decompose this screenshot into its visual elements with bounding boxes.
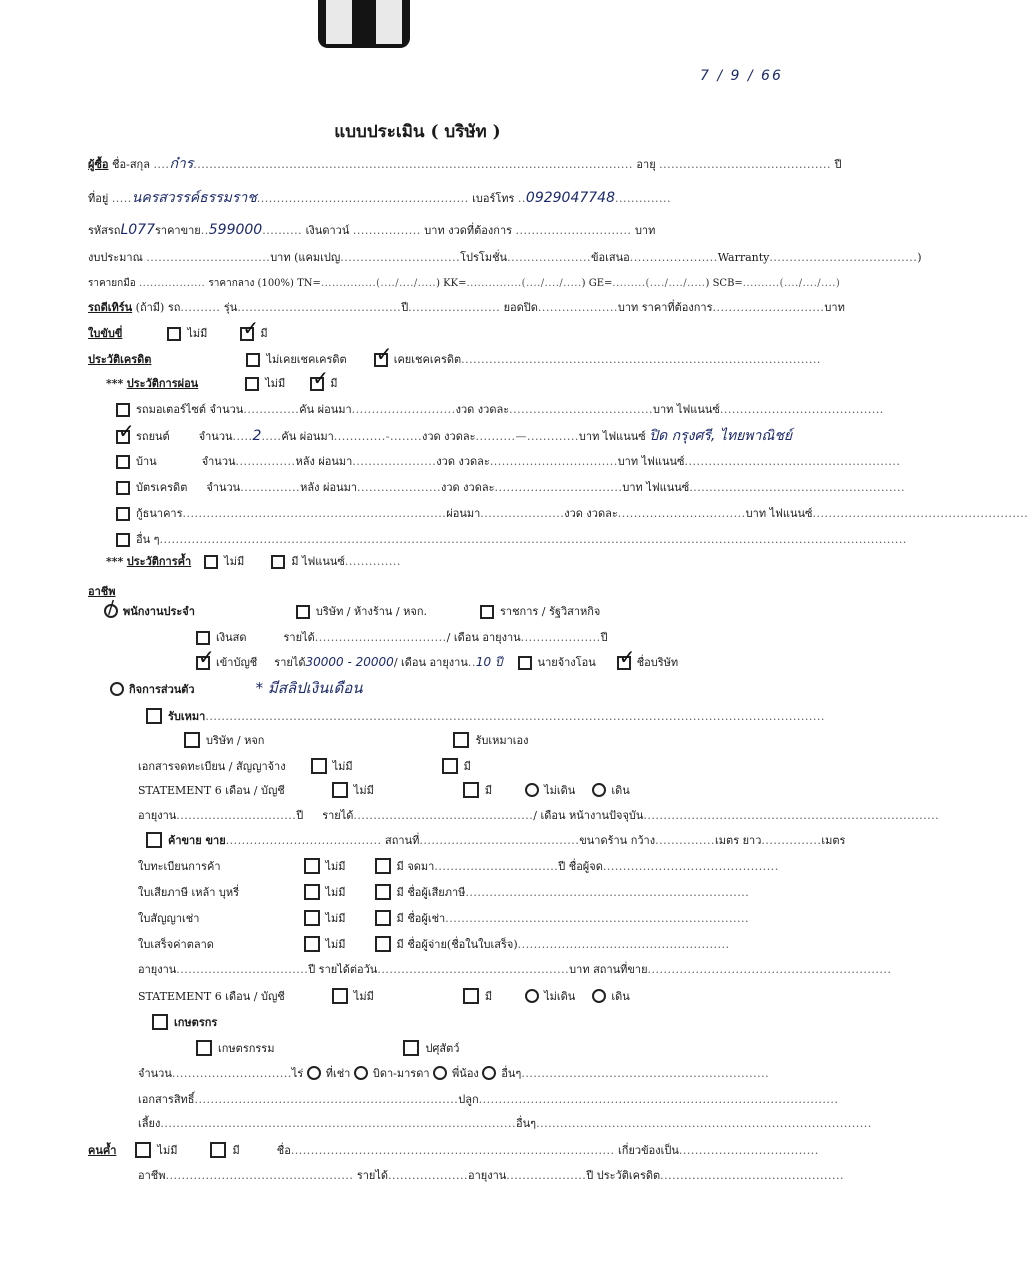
scb-label: ) SCB= bbox=[705, 278, 743, 289]
installment-yes-checkbox[interactable] bbox=[310, 377, 324, 391]
trade-statement-row bbox=[138, 988, 630, 1005]
tenure-value[interactable]: 10 ปี bbox=[475, 655, 503, 669]
credit-never-checkbox[interactable] bbox=[246, 353, 260, 367]
trade-size-label: ขนาดร้าน กว้าง bbox=[579, 834, 656, 847]
trade-receipt-yes-label: มี bbox=[396, 938, 404, 951]
loan-card-per: งวด งวดละ bbox=[440, 481, 495, 494]
employer-transfer-checkbox[interactable] bbox=[518, 656, 532, 670]
loan-other-label: อื่น ๆ bbox=[136, 533, 160, 546]
contract-docs-yes-checkbox[interactable] bbox=[442, 758, 458, 774]
guarantor-relation-label: เกี่ยวข้องเป็น bbox=[618, 1144, 679, 1157]
trade-row: ค้าขาย ขาย....................................... สถานที่........................................ขนาดร้าน กว้าง...............เมตร ยาว...............เมตร bbox=[146, 832, 845, 849]
trade-place-label: สถานที่ bbox=[385, 834, 420, 847]
farm-rent-label: ที่เช่า bbox=[325, 1067, 351, 1080]
car-row: รหัสรถL077ราคาขาย..599000.......... เงินดาวน์ ................. บาท งวดที่ต้องการ ............................. บาท bbox=[88, 222, 656, 238]
loan-car-count-label: จำนวน bbox=[198, 430, 233, 443]
farm-type-row bbox=[196, 1040, 459, 1057]
trade-lease-name-label: ชื่อผู้เช่า bbox=[407, 912, 446, 925]
trade-reg-name-label: ชื่อผู้จด bbox=[568, 860, 603, 873]
contract-docs-yes-label: มี bbox=[463, 760, 471, 773]
buyer-age-label: อายุ bbox=[636, 158, 656, 171]
loan-car-row: ✓รถยนต์ จำนวน.....2.....คัน ผ่อนมา.............-........งวด งวดละ..........—.............บาท ไฟแนนซ์ ปิด กรุงศรี, ไทยพาณิชย์ bbox=[116, 428, 792, 445]
bank-income-label: รายได้ bbox=[274, 656, 306, 669]
contract-company-label: บริษัท / หจก bbox=[206, 734, 265, 747]
trade-daily-label: ปี รายได้ต่อวัน bbox=[308, 963, 378, 976]
cash-year-label: ปี bbox=[600, 631, 608, 644]
loan-card-label: บัตรเครดิต bbox=[136, 481, 188, 494]
trade-lease-yes-checkbox[interactable] bbox=[375, 910, 391, 926]
cash-label: เงินสด bbox=[216, 631, 247, 644]
kk-label: ) KK= bbox=[436, 278, 467, 289]
budget-label: งบประมาณ bbox=[88, 251, 143, 264]
cash-income-label: รายได้ bbox=[283, 631, 315, 644]
tradein-row: รถดีเทิร์น (ถ้ามี) รถ.......... รุ่น.........................................ปี....................... ยอดปิด....................บาท ราคาที่ต้องการ............................บาท bbox=[88, 301, 845, 314]
loan-card-checkbox[interactable] bbox=[116, 481, 130, 495]
guarantor-credit-label: ปี ประวัติเครดิต bbox=[586, 1169, 661, 1182]
guarantor-history-label: ประวัติการค้ำ bbox=[126, 555, 192, 568]
trade-statement-no-checkbox[interactable] bbox=[332, 988, 348, 1004]
loan-moto-unit: คัน ผ่อนมา bbox=[299, 403, 352, 416]
contract-docs-row bbox=[138, 758, 471, 775]
farm-label: เกษตรกร bbox=[174, 1016, 218, 1029]
installment-no-checkbox[interactable] bbox=[245, 377, 259, 391]
loan-house-per: งวด งวดละ bbox=[436, 455, 490, 468]
loan-bank-per: งวด งวดละ bbox=[564, 507, 618, 520]
trade-tenure-label: อายุงาน bbox=[138, 963, 177, 976]
guarantor-history-no-label: ไม่มี bbox=[224, 555, 245, 568]
trade-receipt-row: ใบเสร็จค่าตลาด ไม่มี มี ชื่อผู้จ่าย(ชื่อในใบเสร็จ)..................................................... bbox=[138, 938, 730, 951]
bank-label: เข้าบัญชี bbox=[216, 656, 258, 669]
trade-reg-since-label: จดมา bbox=[407, 860, 435, 873]
baht-label-1: บาท bbox=[424, 224, 445, 237]
contract-statement-yes-checkbox[interactable] bbox=[463, 782, 479, 798]
trade-not-moving-label: ไม่เดิน bbox=[544, 990, 576, 1003]
installment-no-label: ไม่มี bbox=[265, 377, 286, 390]
farm-deed-row: เอกสารสิทธิ์..................................................................ปลูก.......................................................................................... bbox=[138, 1093, 839, 1106]
guarantor-job-row: อาชีพ............................................... รายได้....................อายุงาน....................ปี ประวัติเครดิต.............................................. bbox=[138, 1169, 844, 1182]
tradein-year: ปี bbox=[401, 301, 409, 314]
contract-statement-yes-label: มี bbox=[484, 784, 493, 797]
credit-checked-checkbox[interactable] bbox=[374, 353, 388, 367]
farm-siblings-label: พี่น้อง bbox=[452, 1067, 479, 1080]
trade-tax-no-checkbox[interactable] bbox=[304, 884, 320, 900]
farm-crop-checkbox[interactable] bbox=[196, 1040, 212, 1056]
offer-label: ข้อเสนอ bbox=[591, 251, 630, 264]
license-row bbox=[88, 326, 268, 342]
guarantor-history-yes-label: มี ไฟแนนซ์ bbox=[291, 555, 345, 568]
contract-type-row bbox=[184, 732, 529, 749]
farm-rai-label: ไร่ bbox=[291, 1067, 304, 1080]
trade-lease-no-label: ไม่มี bbox=[325, 912, 346, 925]
trade-checkbox[interactable] bbox=[146, 832, 162, 848]
loan-car-count-value[interactable]: 2 bbox=[252, 428, 262, 444]
tradein-model: รุ่น bbox=[223, 301, 238, 314]
farm-row bbox=[152, 1014, 217, 1031]
guarantor-history-yes-checkbox[interactable] bbox=[271, 555, 285, 569]
loan-bank-row: กู้ธนาคาร..................................................................ผ่อนมา.....................งวด งวดละ................................บาท ไฟแนนซ์...................................................... bbox=[116, 506, 1028, 522]
employee-label: พนักงานประจำ bbox=[123, 605, 195, 618]
loan-card-row: บัตรเครดิต จำนวน...............หลัง ผ่อนมา.....................งวด งวดละ................................บาท ไฟแนนซ์...................................................... bbox=[116, 480, 905, 496]
loan-house-row: บ้าน จำนวน...............หลัง ผ่อนมา.....................งวด งวดละ................................บาท ไฟแนนซ์...................................................... bbox=[116, 454, 900, 470]
trade-tax-label: ใบเสียภาษี เหล้า บุหรี่ bbox=[138, 886, 240, 899]
loan-car-unit: คัน ผ่อนมา bbox=[281, 430, 334, 443]
farm-parents-radio[interactable] bbox=[354, 1066, 368, 1080]
trade-meter-label: เมตร ยาว bbox=[715, 834, 762, 847]
farm-checkbox[interactable] bbox=[152, 1014, 168, 1030]
hand-price-label: ราคายกมือ bbox=[88, 278, 136, 289]
employer-transfer-label: นายจ้างโอน bbox=[537, 656, 596, 669]
guarantor-history-no-checkbox[interactable] bbox=[204, 555, 218, 569]
bank-income-row: ✓เข้าบัญชี รายได้30000 - 20000/ เดือน อายุงาน..10 ปี นายจ้างโอน ✓ ชื่อบริษัท bbox=[196, 654, 678, 671]
car-code-value[interactable]: L077 bbox=[120, 222, 155, 238]
guarantor-no-checkbox[interactable] bbox=[135, 1142, 151, 1158]
trade-tax-name-label: ชื่อผู้เสียภาษี bbox=[407, 886, 466, 899]
ge-label: ) GE= bbox=[581, 278, 613, 289]
cash-checkbox[interactable] bbox=[196, 631, 210, 645]
contract-tenure-label: อายุงาน bbox=[138, 809, 177, 822]
loan-bank-unit: ผ่อนมา bbox=[446, 507, 481, 520]
contract-docs-label: เอกสารจดทะเบียน / สัญญาจ้าง bbox=[138, 760, 286, 773]
guarantor-no-label: ไม่มี bbox=[157, 1144, 178, 1157]
loan-other-row: อื่น ๆ........................................................................................................................................................................................... bbox=[116, 532, 907, 548]
warranty-label: Warranty bbox=[717, 251, 770, 264]
trade-reg-no-checkbox[interactable] bbox=[304, 858, 320, 874]
phone-value[interactable]: 0929047748 bbox=[525, 190, 615, 206]
trade-tax-row: ใบเสียภาษี เหล้า บุหรี่ ไม่มี มี ชื่อผู้เสียภาษี....................................................................... bbox=[138, 886, 750, 899]
loan-bank-label: กู้ธนาคาร bbox=[136, 507, 183, 520]
farm-livestock-label: ปศุสัตว์ bbox=[425, 1042, 460, 1055]
farm-deed-label: เอกสารสิทธิ์ bbox=[138, 1093, 195, 1106]
loan-card-fin: บาท ไฟแนนซ์ bbox=[622, 481, 690, 494]
contract-statement-label: STATEMENT 6 เดือน / บัญชี bbox=[138, 784, 285, 797]
trade-receipt-name-label: ชื่อผู้จ่าย(ชื่อในใบเสร็จ) bbox=[407, 938, 518, 951]
license-no-label: ไม่มี bbox=[187, 327, 208, 340]
farm-parents-label: บิดา-มารดา bbox=[372, 1067, 430, 1080]
contract-per-month-label: / เดือน bbox=[533, 809, 566, 822]
trade-tenure-row: อายุงาน.................................ปี รายได้ต่อวัน................................................บาท สถานที่ขาย............................................................. bbox=[138, 963, 892, 976]
install-label: งวดที่ต้องการ bbox=[448, 224, 513, 237]
loan-card-unit: หลัง ผ่อนมา bbox=[300, 481, 358, 494]
guarantor-income-label: รายได้ bbox=[356, 1169, 389, 1182]
bank-per-month-label: / เดือน อายุงาน bbox=[393, 656, 468, 669]
company-checkbox[interactable] bbox=[296, 605, 310, 619]
contract-statement-no-label: ไม่มี bbox=[353, 784, 374, 797]
gov-label: ราชการ / รัฐวิสาหกิจ bbox=[499, 605, 601, 618]
contract-statement-row bbox=[138, 782, 630, 799]
company-label: บริษัท / ห้างร้าน / หจก. bbox=[315, 605, 427, 618]
address-label: ที่อยู่ bbox=[88, 192, 109, 205]
business-radio[interactable] bbox=[110, 682, 124, 696]
form-title: แบบประเมิน ( บริษัท ) bbox=[334, 122, 501, 142]
loan-moto-checkbox[interactable] bbox=[116, 403, 130, 417]
farm-other-radio[interactable] bbox=[482, 1066, 496, 1080]
tradein-label: รถดีเทิร์น bbox=[88, 301, 133, 314]
buyer-age-unit: ปี bbox=[834, 158, 842, 171]
trade-receipt-yes-checkbox[interactable] bbox=[375, 936, 391, 952]
guarantor-history-stars: *** bbox=[106, 555, 124, 568]
contract-checkbox[interactable] bbox=[146, 708, 162, 724]
contract-not-moving-label: ไม่เดิน bbox=[544, 784, 576, 797]
loan-car-fin-value[interactable]: ปิด กรุงศรี, ไทยพาณิชย์ bbox=[649, 428, 793, 444]
contract-label: รับเหมา bbox=[168, 710, 206, 723]
contract-docs-no-label: ไม่มี bbox=[332, 760, 353, 773]
trade-reg-yes-label: มี bbox=[396, 860, 404, 873]
trade-reg-label: ใบทะเบียนการค้า bbox=[138, 860, 221, 873]
contract-self-checkbox[interactable] bbox=[453, 732, 469, 748]
buyer-row: ผู้ซื้อ ชื่อ-สกุล ....ก๋าร.............................................................................................................. อายุ ........................................... ปี bbox=[88, 156, 842, 172]
car-code-label: รหัสรถ bbox=[88, 224, 121, 237]
trade-statement-yes-label: มี bbox=[484, 990, 493, 1003]
car-price-value[interactable]: 599000 bbox=[208, 222, 263, 238]
installment-stars: *** bbox=[106, 377, 124, 390]
employee-radio[interactable] bbox=[104, 604, 118, 618]
loan-car-per: งวด งวดละ bbox=[421, 430, 476, 443]
installment-history-label: ประวัติการผ่อน bbox=[126, 377, 199, 390]
business-row bbox=[110, 680, 362, 698]
contract-company-checkbox[interactable] bbox=[184, 732, 200, 748]
installment-yes-label: มี bbox=[330, 377, 338, 390]
loan-house-checkbox[interactable] bbox=[116, 455, 130, 469]
farm-raise-label: เลี้ยง bbox=[138, 1117, 161, 1130]
credit-never-label: ไม่เคยเชคเครดิต bbox=[266, 353, 347, 366]
trade-lease-yes-label: มี bbox=[396, 912, 404, 925]
mid-price-label: ราคากลาง (100%) TN= bbox=[208, 278, 321, 289]
farm-other2-label: อื่นๆ bbox=[516, 1117, 537, 1130]
loan-car-label: รถยนต์ bbox=[136, 430, 170, 443]
trade-tax-yes-checkbox[interactable] bbox=[375, 884, 391, 900]
tradein-want: บาท ราคาที่ต้องการ bbox=[617, 301, 713, 314]
phone-label: เบอร์โทร bbox=[472, 192, 515, 205]
farm-rent-radio[interactable] bbox=[307, 1066, 321, 1080]
trade-statement-yes-checkbox[interactable] bbox=[463, 988, 479, 1004]
loan-car-fin: บาท ไฟแนนซ์ bbox=[578, 430, 646, 443]
contract-not-moving-radio[interactable] bbox=[525, 783, 539, 797]
contract-self-label: รับเหมาเอง bbox=[475, 734, 529, 747]
farm-plant-label: ปลูก bbox=[458, 1093, 479, 1106]
contract-year-label: ปี bbox=[296, 809, 304, 822]
trade-lease-row: ใบสัญญาเช่า ไม่มี มี ชื่อผู้เช่า............................................................................ bbox=[138, 912, 749, 925]
loan-card-count-label: จำนวน bbox=[206, 481, 241, 494]
farm-amount-row: จำนวน..............................ไร่ ที่เช่า บิดา-มารดา พี่น้อง อื่นๆ.............................................................. bbox=[138, 1067, 770, 1080]
buyer-name-label: ชื่อ-สกุล bbox=[112, 158, 150, 171]
guarantor-history-row: *** ประวัติการค้ำ ไม่มี มี ไฟแนนซ์.............. bbox=[106, 555, 401, 568]
trade-reg-yes-checkbox[interactable] bbox=[375, 858, 391, 874]
contract-moving-label: เดิน bbox=[611, 784, 630, 797]
farm-crop-label: เกษตรกรรม bbox=[218, 1042, 275, 1055]
contract-tenure-row: อายุงาน..............................ปี รายได้............................................./ เดือน หน้างานปัจจุบัน.......................................................................... bbox=[138, 809, 940, 822]
cash-income-row: เงินสด รายได้................................./ เดือน อายุงาน....................ปี bbox=[196, 630, 608, 646]
guarantor-yes-label: มี bbox=[232, 1144, 240, 1157]
baht-label-2: บาท bbox=[634, 224, 656, 237]
loan-bank-fin: บาท ไฟแนนซ์ bbox=[745, 507, 813, 520]
loan-car-checkbox[interactable] bbox=[116, 430, 130, 444]
gov-checkbox[interactable] bbox=[480, 605, 494, 619]
loan-house-fin: บาท ไฟแนนซ์ bbox=[617, 455, 685, 468]
contract-income-label: รายได้ bbox=[322, 809, 354, 822]
guarantor-name-label: ชื่อ bbox=[276, 1144, 291, 1157]
trade-lease-no-checkbox[interactable] bbox=[304, 910, 320, 926]
budget-close: ) bbox=[917, 251, 922, 264]
trade-reg-row: ใบทะเบียนการค้า ไม่มี มี จดมา...............................ปี ชื่อผู้จด............................................ bbox=[138, 860, 779, 873]
guarantor-job-label: อาชีพ bbox=[138, 1169, 166, 1182]
trade-receipt-label: ใบเสร็จค่าตลาด bbox=[138, 938, 214, 951]
hand-price-row: ราคายกมือ .................. ราคากลาง (100%) TN=...............(..../..../.....) KK=...............(..../..../.....) GE=.........(..../..../.....) SCB=..........(..../..../....) bbox=[88, 278, 841, 289]
guarantor-label: คนค้ำ bbox=[88, 1144, 117, 1157]
loan-house-label: บ้าน bbox=[136, 455, 157, 468]
buyer-name-value[interactable]: ก๋าร bbox=[169, 156, 194, 172]
credit-history-label: ประวัติเครดิต bbox=[88, 353, 152, 366]
salary-slip-note: * มีสลิปเงินเดือน bbox=[255, 679, 363, 697]
contract-docs-no-checkbox[interactable] bbox=[311, 758, 327, 774]
farm-other-label: อื่นๆ bbox=[501, 1067, 522, 1080]
contract-statement-no-checkbox[interactable] bbox=[332, 782, 348, 798]
trade-receipt-no-label: ไม่มี bbox=[325, 938, 346, 951]
business-label: กิจการส่วนตัว bbox=[129, 683, 195, 696]
bank-checkbox[interactable] bbox=[196, 656, 210, 670]
trade-reg-year-label: ปี bbox=[558, 860, 566, 873]
license-no-checkbox[interactable] bbox=[167, 327, 181, 341]
trade-tax-no-label: ไม่มี bbox=[325, 886, 346, 899]
budget-row: งบประมาณ ...............................บาท (แคมเปญ..............................โปรโมชั่น.....................ข้อเสนอ......................Warranty.....................................) bbox=[88, 251, 922, 264]
loan-moto-fin: บาท ไฟแนนซ์ bbox=[653, 403, 720, 416]
occupation-label: อาชีพ bbox=[88, 585, 116, 598]
trade-receipt-no-checkbox[interactable] bbox=[304, 936, 320, 952]
trade-not-moving-radio[interactable] bbox=[525, 989, 539, 1003]
company-name-checkbox[interactable] bbox=[617, 656, 631, 670]
credit-checked-label: เคยเชคเครดิต bbox=[393, 353, 462, 366]
trade-statement-label: STATEMENT 6 เดือน / บัญชี bbox=[138, 990, 285, 1003]
company-name-label: ชื่อบริษัท bbox=[636, 656, 679, 669]
installment-history-row bbox=[106, 376, 338, 392]
cash-per-month-label: / เดือน อายุงาน bbox=[446, 631, 521, 644]
income-value[interactable]: 30000 - 20000 bbox=[305, 655, 394, 669]
credit-history-row: ประวัติเครดิต ไม่เคยเชคเครดิต ✓ เคยเชคเครดิต.......................................................................................... bbox=[88, 352, 821, 368]
buyer-label-head: ผู้ซื้อ bbox=[88, 158, 109, 171]
contract-moving-radio[interactable] bbox=[592, 783, 606, 797]
tradein-payoff: ยอดปิด bbox=[503, 301, 538, 314]
trade-reg-no-label: ไม่มี bbox=[325, 860, 346, 873]
car-price-label: ราคาขาย bbox=[154, 224, 201, 237]
farm-amount-label: จำนวน bbox=[138, 1067, 172, 1080]
trade-meter2-label: เมตร bbox=[821, 834, 846, 847]
trade-place2-label: บาท สถานที่ขาย bbox=[569, 963, 648, 976]
down-payment-label: เงินดาวน์ bbox=[305, 224, 350, 237]
farm-raise-row: เลี้ยง.........................................................................................อื่นๆ.................................................................................... bbox=[138, 1117, 872, 1130]
farm-siblings-radio[interactable] bbox=[433, 1066, 447, 1080]
guarantor-row: คนค้ำ ไม่มี มี ชื่อ................................................................................. เกี่ยวข้องเป็น................................... bbox=[88, 1144, 819, 1157]
guarantor-yes-checkbox[interactable] bbox=[210, 1142, 226, 1158]
guarantor-tenure-label: อายุงาน bbox=[468, 1169, 507, 1182]
license-label: ใบขับขี่ bbox=[88, 327, 123, 340]
tradein-baht: บาท bbox=[824, 301, 845, 314]
trade-lease-label: ใบสัญญาเช่า bbox=[138, 912, 200, 925]
trade-moving-label: เดิน bbox=[611, 990, 630, 1003]
loan-house-count-label: จำนวน bbox=[201, 455, 236, 468]
campaign-label: บาท (แคมเปญ bbox=[270, 251, 341, 264]
address-value[interactable]: นครสวรรค์ธรรมราช bbox=[131, 190, 257, 206]
trade-statement-no-label: ไม่มี bbox=[353, 990, 374, 1003]
trade-label: ค้าขาย ขาย bbox=[168, 834, 226, 847]
contract-row: รับเหมา........................................................................................................................................................... bbox=[146, 708, 825, 725]
loan-moto-row: รถมอเตอร์ไซต์ จำนวน..............คัน ผ่อนมา..........................งวด งวดละ....................................บาท ไฟแนนซ์......................................... bbox=[116, 402, 884, 418]
license-yes-label: มี bbox=[260, 327, 268, 340]
contract-current-label: หน้างานปัจจุบัน bbox=[569, 809, 644, 822]
loan-house-unit: หลัง ผ่อนมา bbox=[295, 455, 353, 468]
loan-moto-label: รถมอเตอร์ไซต์ จำนวน bbox=[136, 403, 244, 416]
tradein-hint: (ถ้ามี) รถ bbox=[135, 301, 181, 314]
promo-label: โปรโมชั่น bbox=[460, 251, 508, 264]
top-photo-fragment bbox=[318, 0, 410, 48]
license-yes-checkbox[interactable] bbox=[240, 327, 254, 341]
farm-livestock-checkbox[interactable] bbox=[403, 1040, 419, 1056]
occupation-type-row bbox=[104, 604, 600, 620]
trade-tax-yes-label: มี bbox=[396, 886, 404, 899]
loan-moto-per: งวด งวดละ bbox=[455, 403, 510, 416]
address-row: ที่อยู่ .....นครสวรรค์ธรรมราช..................................................... เบอร์โทร ..0929047748.............. bbox=[88, 190, 671, 206]
loan-bank-checkbox[interactable] bbox=[116, 507, 130, 521]
date-handwritten: 7 / 9 / 66 bbox=[700, 68, 783, 84]
loan-other-checkbox[interactable] bbox=[116, 533, 130, 547]
trade-moving-radio[interactable] bbox=[592, 989, 606, 1003]
